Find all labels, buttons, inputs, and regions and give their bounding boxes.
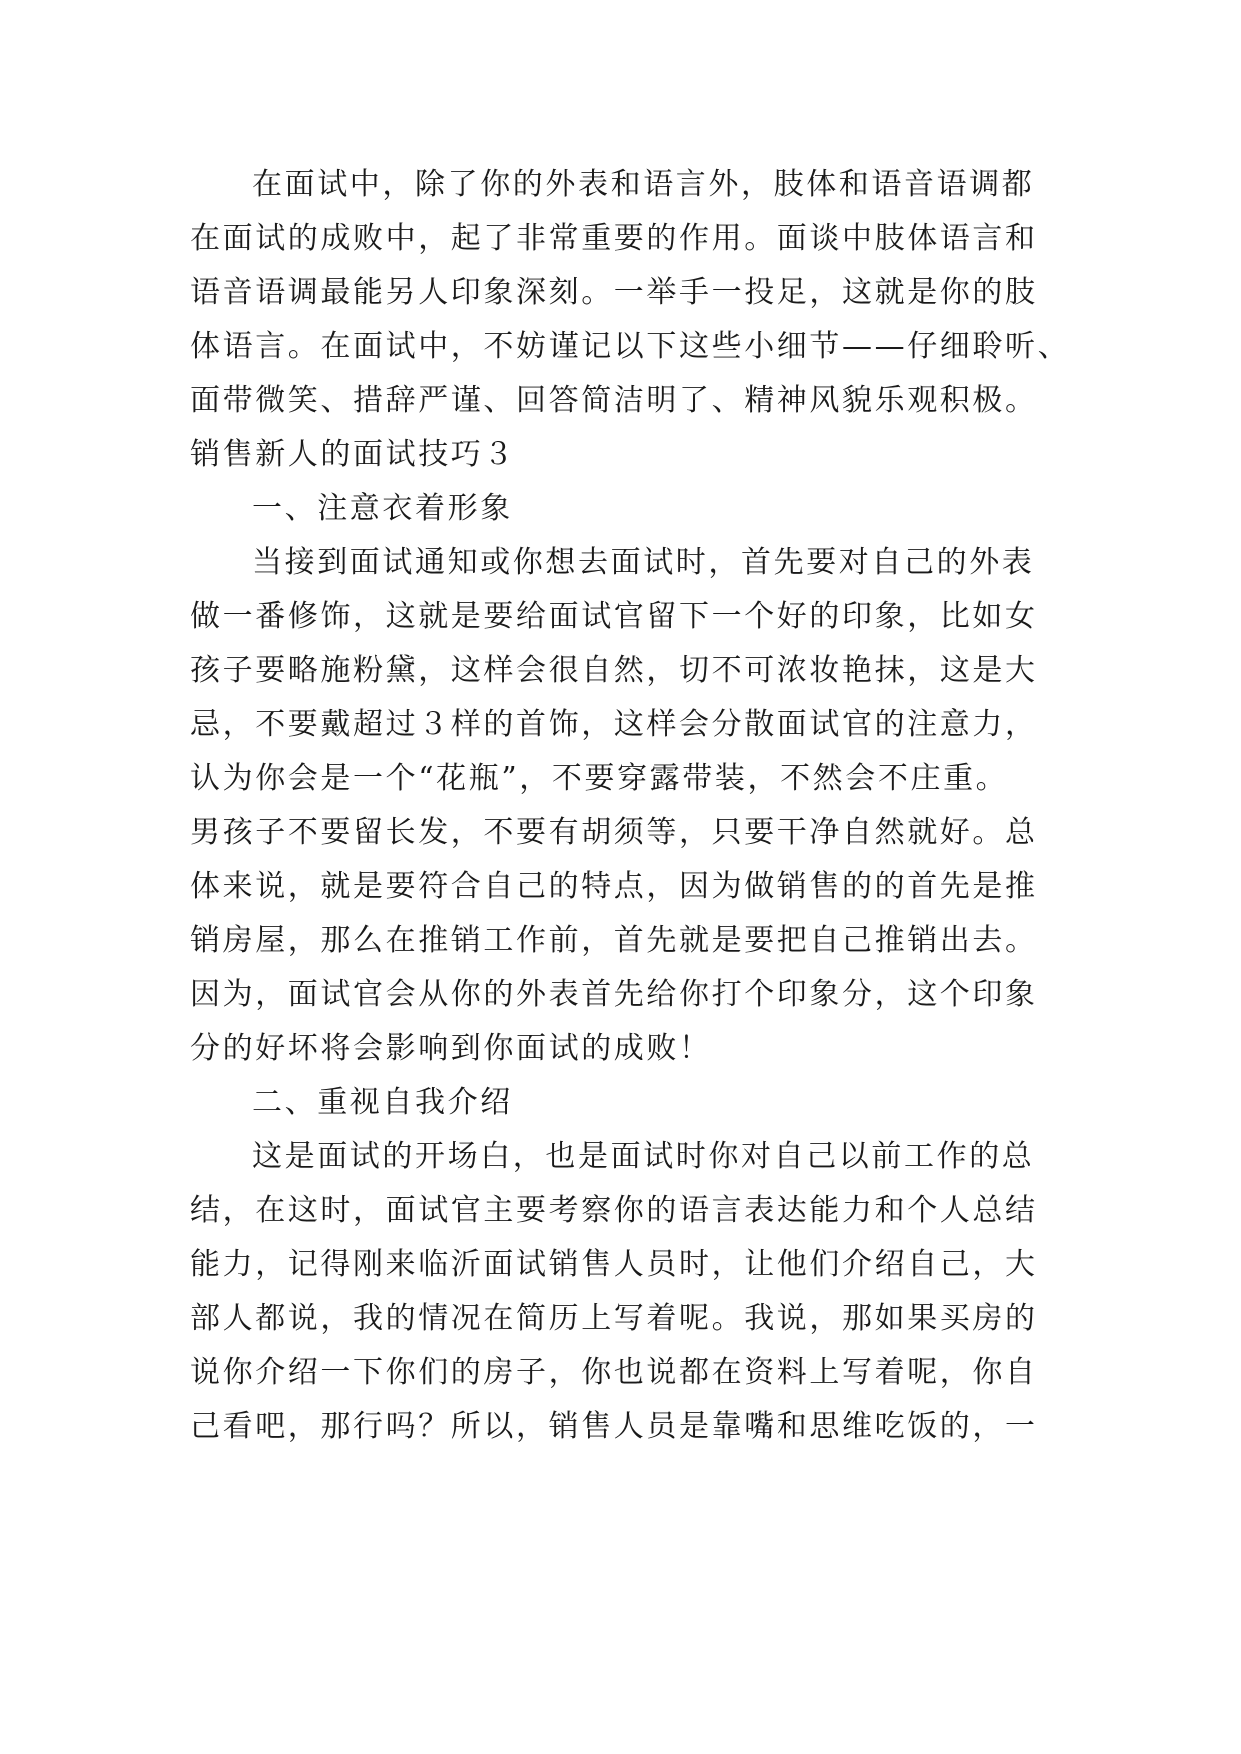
paragraph-line: 这是面试的开场白，也是面试时你对自己以前工作的总 xyxy=(252,1139,1035,1174)
paragraph-line: 孩子要略施粉黛，这样会很自然，切不可浓妆艳抹，这是大 xyxy=(190,653,1038,688)
paragraph-line: 己看吧，那行吗？所以，销售人员是靠嘴和思维吃饭的，一 xyxy=(190,1409,1038,1444)
paragraph-line: 面带微笑、措辞严谨、回答简洁明了、精神风貌乐观积极。 xyxy=(190,383,1038,418)
paragraph-line: 能力，记得刚来临沂面试销售人员时，让他们介绍自己，大 xyxy=(190,1247,1038,1282)
paragraph-line: 体来说，就是要符合自己的特点，因为做销售的的首先是推 xyxy=(190,869,1038,904)
paragraph-line: 分的好坏将会影响到你面试的成败！ xyxy=(190,1031,712,1066)
paragraph-line: 在面试的成败中，起了非常重要的作用。面谈中肢体语言和 xyxy=(190,221,1038,256)
paragraph-line: 结，在这时，面试官主要考察你的语言表达能力和个人总结 xyxy=(190,1193,1038,1228)
subheading: 二、重视自我介绍 xyxy=(252,1085,513,1120)
paragraph-line: 当接到面试通知或你想去面试时，首先要对自己的外表 xyxy=(252,545,1035,580)
paragraph-line: 因为，面试官会从你的外表首先给你打个印象分，这个印象 xyxy=(190,977,1038,1012)
section-title: 销售新人的面试技巧３ xyxy=(190,437,516,472)
paragraph-line: 说你介绍一下你们的房子，你也说都在资料上写着呢，你自 xyxy=(190,1355,1038,1390)
paragraph-line: 在面试中，除了你的外表和语言外，肢体和语音语调都 xyxy=(252,167,1035,202)
paragraph-line: 语音语调最能另人印象深刻。一举手一投足，这就是你的肢 xyxy=(190,275,1038,310)
paragraph-line: 部人都说，我的情况在简历上写着呢。我说，那如果买房的 xyxy=(190,1301,1038,1336)
paragraph-line: 体语言。在面试中，不妨谨记以下这些小细节——仔细聆听、 xyxy=(190,329,1071,364)
paragraph-line: 做一番修饰，这就是要给面试官留下一个好的印象，比如女 xyxy=(190,599,1038,634)
paragraph-line: 销房屋，那么在推销工作前，首先就是要把自己推销出去。 xyxy=(190,923,1038,958)
paragraph-line: 忌，不要戴超过３样的首饰，这样会分散面试官的注意力， xyxy=(190,707,1038,742)
paragraph-line: 认为你会是一个“花瓶”，不要穿露带装，不然会不庄重。 xyxy=(190,761,1009,796)
paragraph-line: 男孩子不要留长发，不要有胡须等，只要干净自然就好。总 xyxy=(190,815,1038,850)
subheading: 一、注意衣着形象 xyxy=(252,491,513,526)
